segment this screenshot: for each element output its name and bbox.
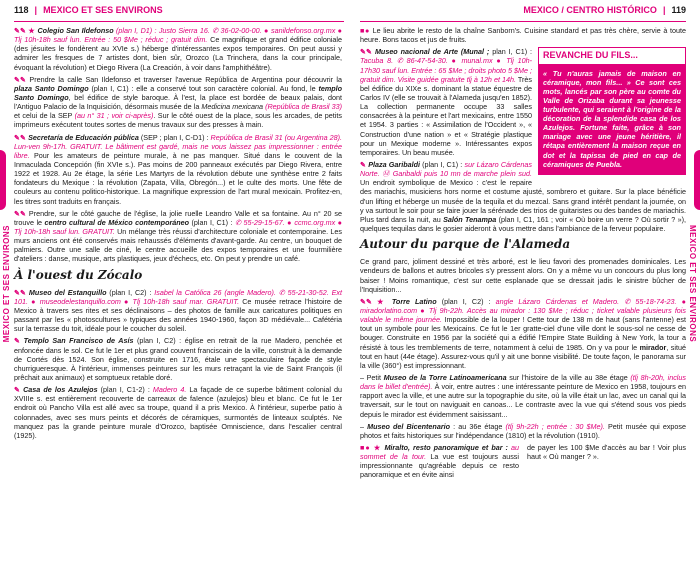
entry-info: República de Brasil 31 (ou Argentina 28). Lun-ven 9h-17h. GRATUIT. Le bâtiment est gardé, mais ne vous laissez pas impressionner : entrée libre. <box>14 132 342 160</box>
entry-ref: (plan I, C2) : <box>106 287 155 297</box>
sidebar-box-body: « Tu n'auras jamais de maison en céramique, mon fils... » Ce sont ces mots, lancés par son père au comte du Valle de Orizaba durant sa jeunesse turbulente, qui seraient à l'origine de la décoration de la splendide casa de los Azulejos. Fortune faite, grâce à son mariage avec une jeune héritière, il rétapa entièrement la maison reçue en dot et la tapissa de pied en cap de céramiques de Puebla. <box>543 68 681 169</box>
entry-info: ✆ 55-29-15-67. ● ccmc.org.mx ● Tlj 10h-18h sauf lun. GRATUIT. <box>14 217 342 236</box>
right-thumb-tab <box>694 150 700 210</box>
entry-miralto-continued: de payer les 100 $Me d'accès au bar ! Voir plus haut « Où manger ? ». <box>527 443 686 462</box>
entry-text: sur l'histoire de la ville au 38e étage <box>506 373 631 383</box>
entry-secretaria-educacion <box>14 133 342 206</box>
sight-rating-icon: ✎ <box>360 159 367 169</box>
right-page-number: 119 <box>671 5 686 15</box>
entry-title: Museo del Estanquillo <box>28 287 107 297</box>
entry-ref: (plan I, C2) : <box>133 336 182 346</box>
entry-info: (tlj 8h-20h, inclus dans le billet d'entrée). <box>360 373 686 392</box>
entry-info: Isabel la Católica 26 (angle Madero). ✆ 55-21-30-52. Ext 101. ● museodelestanquillo.com ● Tlj 10h-18h sauf mar. GRATUIT. <box>14 287 342 306</box>
sight-rating-icon: ✎✎ <box>14 74 27 84</box>
sight-rating-icon: ✎ <box>14 385 21 395</box>
entry-title: Casa de los Azulejos <box>23 385 98 395</box>
entry-ref: (au n° 31 ; voir ci-après) <box>74 111 154 121</box>
entry-text: : au 36e étage <box>450 421 506 431</box>
entry-plaza-santo-domingo <box>14 75 342 130</box>
sight-rating-icon: ✎ <box>14 336 21 346</box>
entry-title: Templo San Francisco de Asís <box>23 336 134 346</box>
right-column <box>360 26 686 483</box>
entry-info: au sommet de la tour. <box>360 443 520 462</box>
entry-text: – Petit <box>360 373 384 383</box>
entry-text: La façade de ce superbe bâtiment colonial du XVIIIe s. est entièrement recouverte de carreaux de faïence (azulejos) bleu et blanc. Ce fut le 1er endroit où Pancho Villa est allé avec sa troupe, quand il a pris Mexico. À l'intérieur, superbe patio à colonnades, avec ses murs peints et décorés de céramiques, surmontés de linteaux sculptés. Ne manquez pas la grande peinture murale d'Orozco, baptisée Omniscience, dans l'escalier central (1925). <box>14 385 343 440</box>
entry-text: – <box>360 421 368 431</box>
sight-rating-icon: ✎✎ <box>14 287 27 297</box>
section-heading-zocalo: À l'ouest du Zócalo <box>14 267 143 282</box>
entry-museo-bicentenario <box>360 422 686 440</box>
entry-alameda-intro: Ce grand parc, joliment dessiné et très arboré, est le lieu favori des promenades dominicales. Les vendeurs de ballons et autres bricoles s'y pressent alors. On y a même vu un concours du plus long baiser ! Moins romantique, c'est sur cette esplanade que se dressait jadis le sinistre bûcher de l'Inquisition... <box>360 257 686 294</box>
entry-title: Salón Tenampa <box>443 214 497 224</box>
entry-text: église en retrait de la rue Madero, penchée et enfoncée dans le sol. Ce fut le 1er et plus grand couvent franciscain de la ville, construit à la demande de Cortés dès 1524. Son église, construite en 1716, étale une spectaculaire façade de style churrigueresque. À l'intérieur, immenses peintures sur les murs retraçant la vie de Saint François (il prêchait aux animaux) et somptueux retable doré. <box>14 336 343 383</box>
left-page-title: MEXICO ET SES ENVIRONS <box>43 5 163 15</box>
entry-title: plaza Santo Domingo <box>14 83 89 93</box>
right-side-label: MEXICO ET SES ENVIRONS <box>688 225 697 343</box>
entry-text: Prendre la calle San Ildefonso et traverser l'avenue República de Argentina pour découvrir la <box>26 74 342 84</box>
sight-rating-icon: ✎✎ <box>360 47 373 57</box>
entry-text: , situé tout en haut (44e étage). Assurez-vous qu'il y ait une bonne visibilité. De toute façon, le panorama sur la ville (360°) est impressionnant. <box>360 342 686 370</box>
entry-title: Museo nacional de Arte (Munal ; <box>374 47 490 57</box>
entry-templo-san-francisco <box>14 336 342 382</box>
entry-ref: (plan I, C1-2) : <box>97 385 153 395</box>
entry-text: Le lieu abrite le resto de la chaîne Sanborn's. Cuisine standard et pas très chère, servie à toute heure. Bons tacos et jus de fruits. <box>360 26 686 45</box>
sight-rating-icon: ✎✎ <box>14 208 27 218</box>
entry-title: Museo del Bicentenario <box>367 421 451 431</box>
entry-miralto <box>360 443 519 480</box>
entry-casa-azulejos <box>14 385 342 440</box>
entry-text: La vue est toujours aussi impressionnante qu'agréable depuis ce resto panoramique et en évite ainsi <box>360 452 519 480</box>
entry-info: (tlj 9h-22h ; entrée : 30 $Me). <box>505 421 605 431</box>
right-page-title: MEXICO / CENTRO HISTÓRICO <box>523 5 657 15</box>
left-side-label: MEXICO ET SES ENVIRONS <box>2 225 11 343</box>
entry-ref: (República de Brasil 33) <box>263 102 342 112</box>
right-header-rule <box>360 21 686 22</box>
entry-info: Tacuba 8. ✆ 86-47-54-30. ● munal.mx ● Tlj 10h-17h30 sauf lun. Entrée : 65 $Me ; droits photo 5 $Me ; gratuit dim. Visite guidée gratuite tlj à 12h et 14h. <box>360 56 532 84</box>
header-separator: | <box>662 5 666 15</box>
sidebar-box-revanche <box>538 47 686 174</box>
entry-museo-torre <box>360 373 686 419</box>
header-separator: | <box>34 5 38 15</box>
entry-bold: mirador <box>639 342 667 352</box>
entry-info: Madero 4. <box>152 385 187 395</box>
left-thumb-tab <box>0 150 6 210</box>
entry-text: , bel édifice de style baroque. À l'est, la place est bordée de beaux palais, dont l'Antiguo Palacio de la Inquisición, désormais musée de la <box>14 92 342 112</box>
entry-torre-latino <box>360 297 686 370</box>
entry-colegio-san-ildefonso <box>14 26 342 72</box>
left-header-rule <box>14 21 344 22</box>
entry-text: Un mélange très réussi d'architecture coloniale et contemporaine. Les murs anciens ont été conservés mais rehaussés d'éléments d'avant-garde. Au centre, un bouquet de palmiers. Outre une salle de ciné, le centre accueille des expos temporaires et une fourmilière d'ateliers : danse, musique, arts plastiques, jeux d'échecs, etc. On peut y prendre un café. <box>14 226 343 264</box>
entry-title: Colegio San Ildefonso <box>37 26 114 35</box>
entry-text: Impossible de la louper ! Cette tour de 138 m de haut (sans l'antenne) est tout un symbole pour les Mexicains. Ce fut le 1er gratte-ciel d'une ville dont le sous-sol ne cesse de bouger. Construite en 1956 par la société qui a édifié l'Empire State Building à New York, la tour a résisté à tous les tremblements de terre, notamment à celui de 1985. On y va pour le <box>360 315 686 352</box>
entry-ref: (plan I, D1) : <box>113 26 159 35</box>
section-heading-alameda: Autour du parque de l'Alameda <box>360 237 571 252</box>
entry-text: Pour les amateurs de peinture murale, à ne pas manquer. Situé dans le couvent de la Inmaculada Concepción (fin XVIe s.). Pas moins de 200 panneaux exécutés par Diego Rivera, entre 1922 et 1928. Au 2e étage, la série Les Martyrs de la révolution débute une synthèse entre 2 faits fondateurs du Mexique : la révolution (Zapata, Villa, Obregón...) et le culte des morts. Une fête de couleurs au contenu politico-historique. La magnifique expression de l'art mural mexicain. Profitez-en, les titres sont traduits en français. <box>14 150 342 206</box>
restaurant-icon: ■● ★ <box>360 443 382 452</box>
left-column <box>14 26 342 443</box>
entry-info: sur Lázaro Cárdenas Norte. Ⓜ Garibaldi puis 10 mn de marche plein sud. <box>360 159 533 179</box>
restaurant-icon: ■● <box>360 26 370 35</box>
entry-ref: (plan I, C1) : <box>419 159 465 169</box>
entry-centro-cultural <box>14 209 342 264</box>
sight-rating-icon: ✎✎ ★ <box>360 296 387 306</box>
entry-title: Miralto, resto panoramique et bar : <box>384 443 508 452</box>
entry-sanborns <box>360 26 686 44</box>
entry-info: Justo Sierra 16. ✆ 36-02-00-00. ● sanildefonso.org.mx ● Tlj 10h-18h sauf lun. Entrée : 50 $Me ; réduc ; gratuit dim. <box>14 26 342 45</box>
entry-ref: plan I, C1) : <box>489 47 532 57</box>
entry-text: Ce magnifique et grand édifice coloniale (des jésuites le fondèrent au XVIe s.) héberge d'intéressantes expos temporaires. On peut aussi y admirer les fresques de 7 artistes dont, bien sûr, Orozco (La Trinchera, dans la cour principale, évoquant la révolution) et Diego Rivera (La Creación, à voir dans l'amphithéâtre). <box>14 35 343 72</box>
entry-ref: (SEP ; plan I, C-D1) : <box>138 132 211 142</box>
entry-info: angle Lázaro Cárdenas et Madero. ✆ 55-18-74-23. ● miradorlatino.com ● Tlj 9h-22h. Accès au mirador : 130 $Me ; réduc ; ticket valable plusieurs fois valable le même journée. <box>360 296 686 325</box>
entry-ref: (plan I, C1) : <box>189 217 235 227</box>
entry-museo-estanquillo <box>14 288 342 334</box>
sight-rating-icon: ✎✎ ★ <box>14 26 36 35</box>
entry-title: Secretaría de Educación pública <box>28 132 139 142</box>
entry-text: et celui de la SEP <box>14 111 75 121</box>
entry-text: Très bel édifice du XIXe s. dominant la statue équestre de Carlos IV (elle se trouvait à l'Alameda jusqu'en 1852). La collection permanente occupe 33 salles consacrées à la peinture et l'art mexicains, entre 1550 et 1954. 3 parties : « Assimilation de l'Occident », « Construction d'une nation » et « Stratégie plastique pour un Mexique moderne ». Intéressantes expos temporaires. Un beau musée. <box>360 74 532 157</box>
entry-ref: (plan I, C2) : <box>436 296 496 306</box>
left-page-header <box>14 0 344 20</box>
entry-title: Torre Latino <box>391 296 437 306</box>
left-page-number: 118 <box>14 5 29 15</box>
right-page-header <box>360 0 686 20</box>
entry-text: (plan I, C1, 161 ; voir « Où boire un verre ? Où sortir ? »), quelques tequilas dans le gosier aideront à vous mettre dans l'ambiance de la ferveur populaire. <box>360 214 687 233</box>
sight-rating-icon: ✎✎ <box>14 132 27 142</box>
entry-text: À voir, entre autres : une intéressante peinture de Mexico en 1958, toujours en rapport avec la ville, et une autre sur la topographie du site, où la ville était un lac, avec un canal qui la traversait, sur le tout on naviguait en canoas... Le contraste avec la vue qui s'étend sous vos pieds depuis le mirador est évidemment saisissant... <box>360 382 687 419</box>
entry-text: Prendre, sur le côté gauche de l'église, la jolie ruelle Leandro Valle et sa fontaine. Au n° 20 se trouve le <box>14 208 342 227</box>
entry-title: Museo de la Torre Latinoamericana <box>383 373 507 383</box>
entry-miralto-row <box>360 443 686 483</box>
entry-text: Petit musée qui expose photos et faits historiques sur l'indépendance (1810) et la révolution (1910). <box>360 421 687 440</box>
entry-text: . Sur le côté ouest de la place, sous les arcades, de petits imprimeurs exécutent toutes sortes de menus travaux sur des presses à main. <box>14 111 342 130</box>
entry-title: Plaza Garibaldi <box>368 159 420 169</box>
entry-text: (plan I, C1) : elle a conservé tout son caractère colonial. Au fond, le <box>88 83 319 93</box>
sidebar-box-title: REVANCHE DU FILS... <box>538 47 686 64</box>
entry-italic: Medicina mexicana <box>201 102 263 112</box>
entry-text: Un endroit symbolique de Mexico : c'est le repaire des mariachis, musiciens hors norme et costume ajusté, sombrero et guitare. Sur la place bénéficie d'un lifting et héberge un musée de la tequila et du mezcal. Sans grand intérêt pendant la journée, on y va surtout le soir pour se faire jouer la sérénade des trios de guitaristes ou des bandes de mariachis. Plus tard dans la nuit, au <box>360 178 686 224</box>
entry-title: centro cultural de México contemporáneo <box>44 217 190 227</box>
entry-text: Ce musée retrace l'histoire de Mexico à travers ses rites et ses déclinaisons – des photos de famille aux caricatures politiques en passant par les « photoscultures » typiques des années 1940-1960, façon 3D médiévale... Cafétéria sur la terrasse du toit, idéale pour le coucher du soleil. <box>14 296 342 334</box>
entry-title: templo Santo Domingo <box>14 83 342 102</box>
